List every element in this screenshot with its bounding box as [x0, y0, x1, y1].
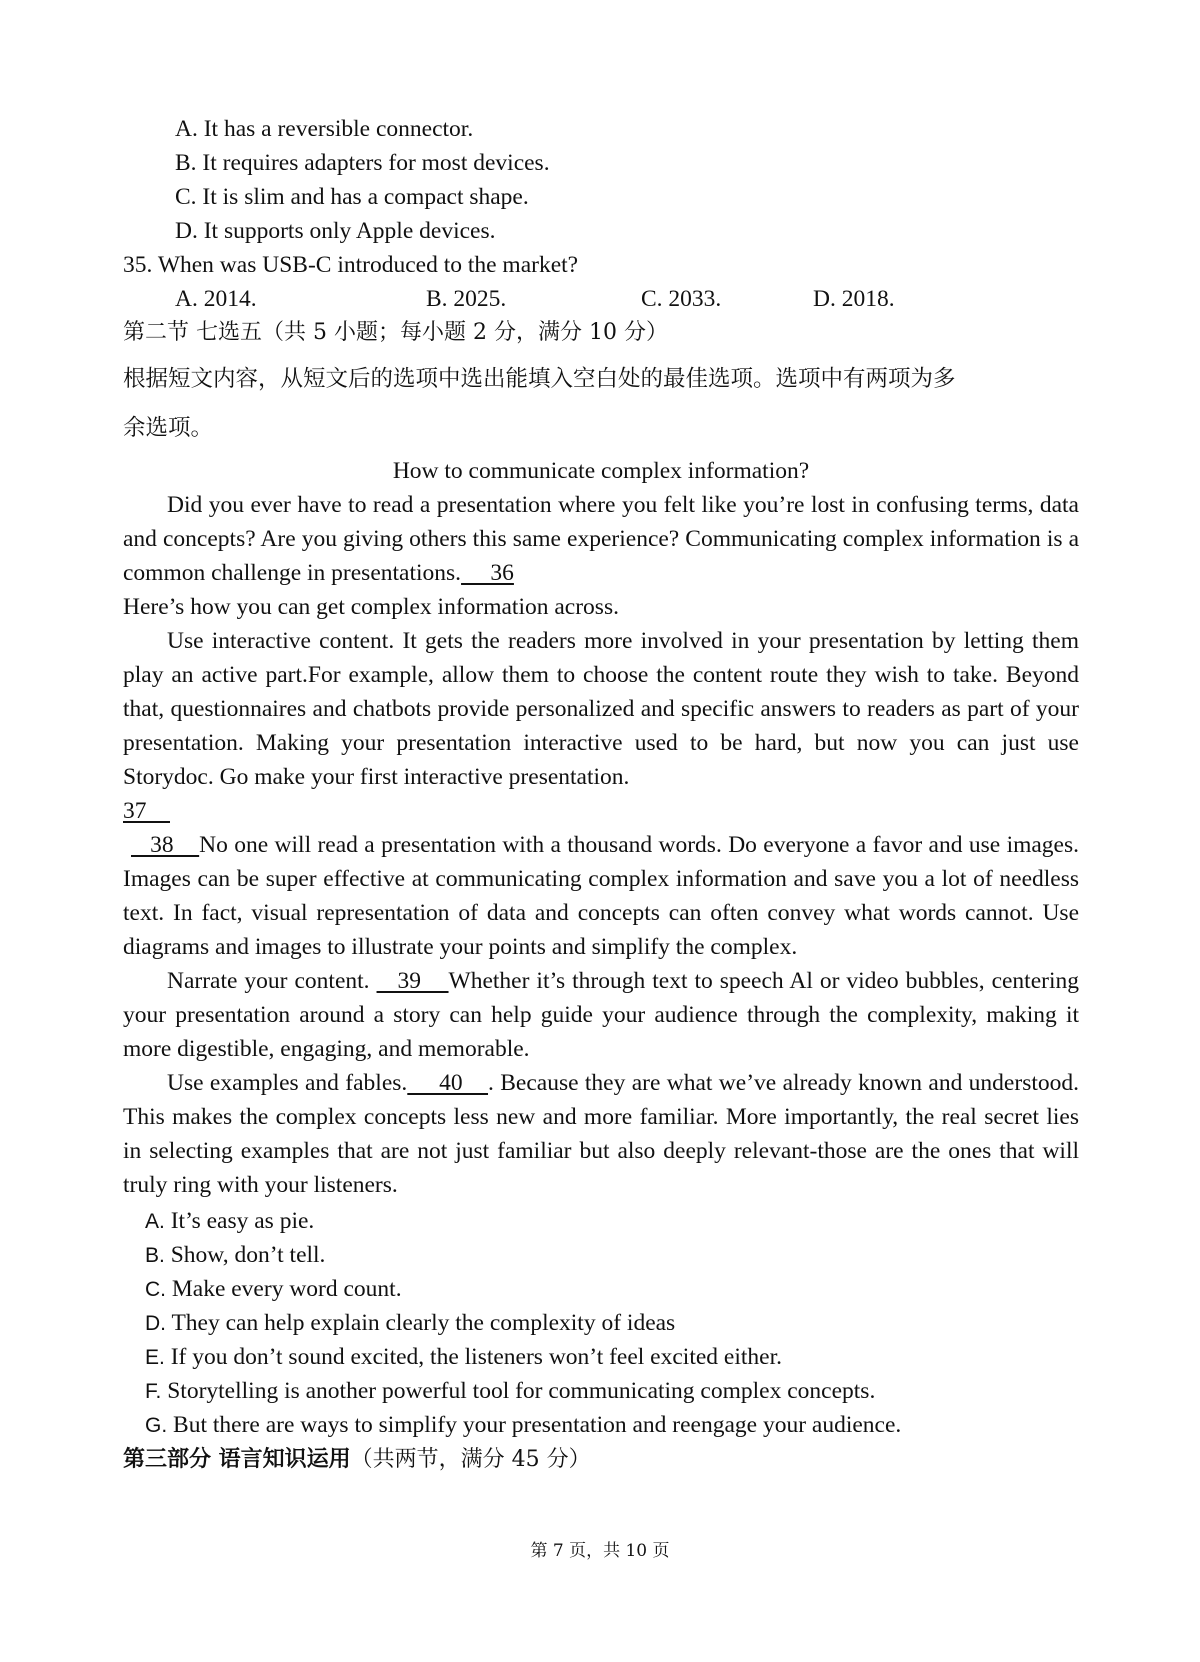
q35-option-b: B. 2025. — [426, 286, 507, 312]
paragraph-1 — [123, 488, 1079, 624]
paragraph-5-text: . Because they are what we’ve already known and understood. This makes the complex concepts less new and more familiar. More importantly, the real secret lies in selecting examples that are not just familiar but also deeply relevant-those are the ones that will truly ring with your listeners. — [123, 1070, 1079, 1198]
choice-c-text: Make every word count. — [171, 1276, 402, 1302]
choice-list — [123, 1204, 1079, 1442]
paragraph-4-head: Narrate your content. — [167, 968, 377, 994]
blank-40: 40 — [407, 1070, 489, 1096]
choice-e-label: E. — [145, 1346, 165, 1369]
blank-39: 39 — [376, 968, 449, 994]
paragraph-5 — [123, 1066, 1079, 1202]
choice-c — [123, 1272, 1079, 1306]
paragraph-1-tail: Here’s how you can get complex information across. — [123, 594, 619, 620]
paragraph-5-head: Use examples and fables. — [167, 1070, 408, 1096]
part3-heading — [123, 1442, 1079, 1476]
page-footer: 第 7 页，共 10 页 — [530, 1541, 670, 1561]
q34-option-b: B. It requires adapters for most devices. — [175, 150, 550, 176]
choice-a — [123, 1204, 1079, 1238]
blank-38: 38 — [131, 832, 200, 858]
paragraph-2-text: Use interactive content. It gets the readers more involved in your presentation by letting them play an active part.For example, allow them to choose the content route they wish to take. Beyond that, questionnaires and chatbots provide personalized and specific answers to readers as part of your presentation. Making your presentation interactive used to be hard, but now you can just use Storydoc. Go make your first interactive presentation. — [123, 628, 1079, 790]
paragraph-1-text: Did you ever have to read a presentation where you felt like you’re lost in confusing terms, data and concepts? Are you giving others this same experience? Communicating complex information is a common challenge in presentations. — [123, 492, 1079, 586]
section2-instruction-line2: 余选项。 — [123, 415, 214, 441]
choice-g — [123, 1408, 1079, 1442]
q34-option-d: D. It supports only Apple devices. — [175, 218, 496, 244]
choice-b-label: B. — [145, 1244, 165, 1267]
choice-a-label: A. — [145, 1210, 165, 1233]
q35-option-a: A. 2014. — [175, 286, 257, 312]
choice-f-label: F. — [145, 1380, 162, 1403]
paragraph-3-text: No one will read a presentation with a thousand words. Do everyone a favor and use images. Images can be super effective at communicating complex information and save you a lot of needless text. In fact, visual representation of data and concepts can often convey what words cannot. Use diagrams and images to illustrate your points and simplify the complex. — [123, 832, 1080, 960]
q35-question: 35. When was USB-C introduced to the market? — [123, 252, 579, 278]
choice-f-text: Storytelling is another powerful tool for communicating complex concepts. — [167, 1378, 876, 1404]
q34-option-c: C. It is slim and has a compact shape. — [175, 184, 529, 210]
passage-body — [123, 488, 1079, 1202]
q35-option-d: D. 2018. — [813, 286, 895, 312]
choice-a-text: It’s easy as pie. — [170, 1208, 315, 1234]
blank-36: 36 — [461, 560, 514, 586]
paragraph-4 — [123, 964, 1079, 1066]
choice-d-label: D. — [145, 1312, 166, 1335]
part3-heading-bold: 第三部分 语言知识运用 — [123, 1446, 351, 1472]
choice-b — [123, 1238, 1079, 1272]
choice-g-label: G. — [145, 1414, 168, 1437]
choice-e-text: If you don’t sound excited, the listeners won’t feel excited either. — [170, 1344, 782, 1370]
paragraph-2 — [123, 624, 1079, 828]
section2-heading: 第二节 七选五（共 5 小题；每小题 2 分，满分 10 分） — [123, 320, 668, 345]
section2-instruction-line1: 根据短文内容，从短文后的选项中选出能填入空白处的最佳选项。选项中有两项为多 — [123, 366, 956, 392]
paragraph-3 — [123, 828, 1079, 964]
passage-title: How to communicate complex information? — [392, 458, 810, 484]
q34-option-a: A. It has a reversible connector. — [175, 116, 474, 142]
paragraph-4-text: Whether it’s through text to speech Al or video bubbles, centering your presentation around a story can help guide your audience through the complexity, making it more digestible, engaging, and memorable. — [123, 968, 1079, 1062]
q35-option-c: C. 2033. — [641, 286, 722, 312]
choice-b-text: Show, don’t tell. — [170, 1242, 326, 1268]
part3-heading-rest: （共两节，满分 45 分） — [350, 1447, 591, 1472]
exam-page — [123, 112, 1079, 1476]
q35-options — [123, 282, 1079, 316]
blank-37: 37 — [123, 798, 170, 824]
choice-f — [123, 1374, 1079, 1408]
choice-d-text: They can help explain clearly the complexity of ideas — [171, 1310, 676, 1336]
choice-d — [123, 1306, 1079, 1340]
choice-e — [123, 1340, 1079, 1374]
choice-g-text: But there are ways to simplify your presentation and reengage your audience. — [173, 1412, 902, 1438]
choice-c-label: C. — [145, 1278, 166, 1301]
